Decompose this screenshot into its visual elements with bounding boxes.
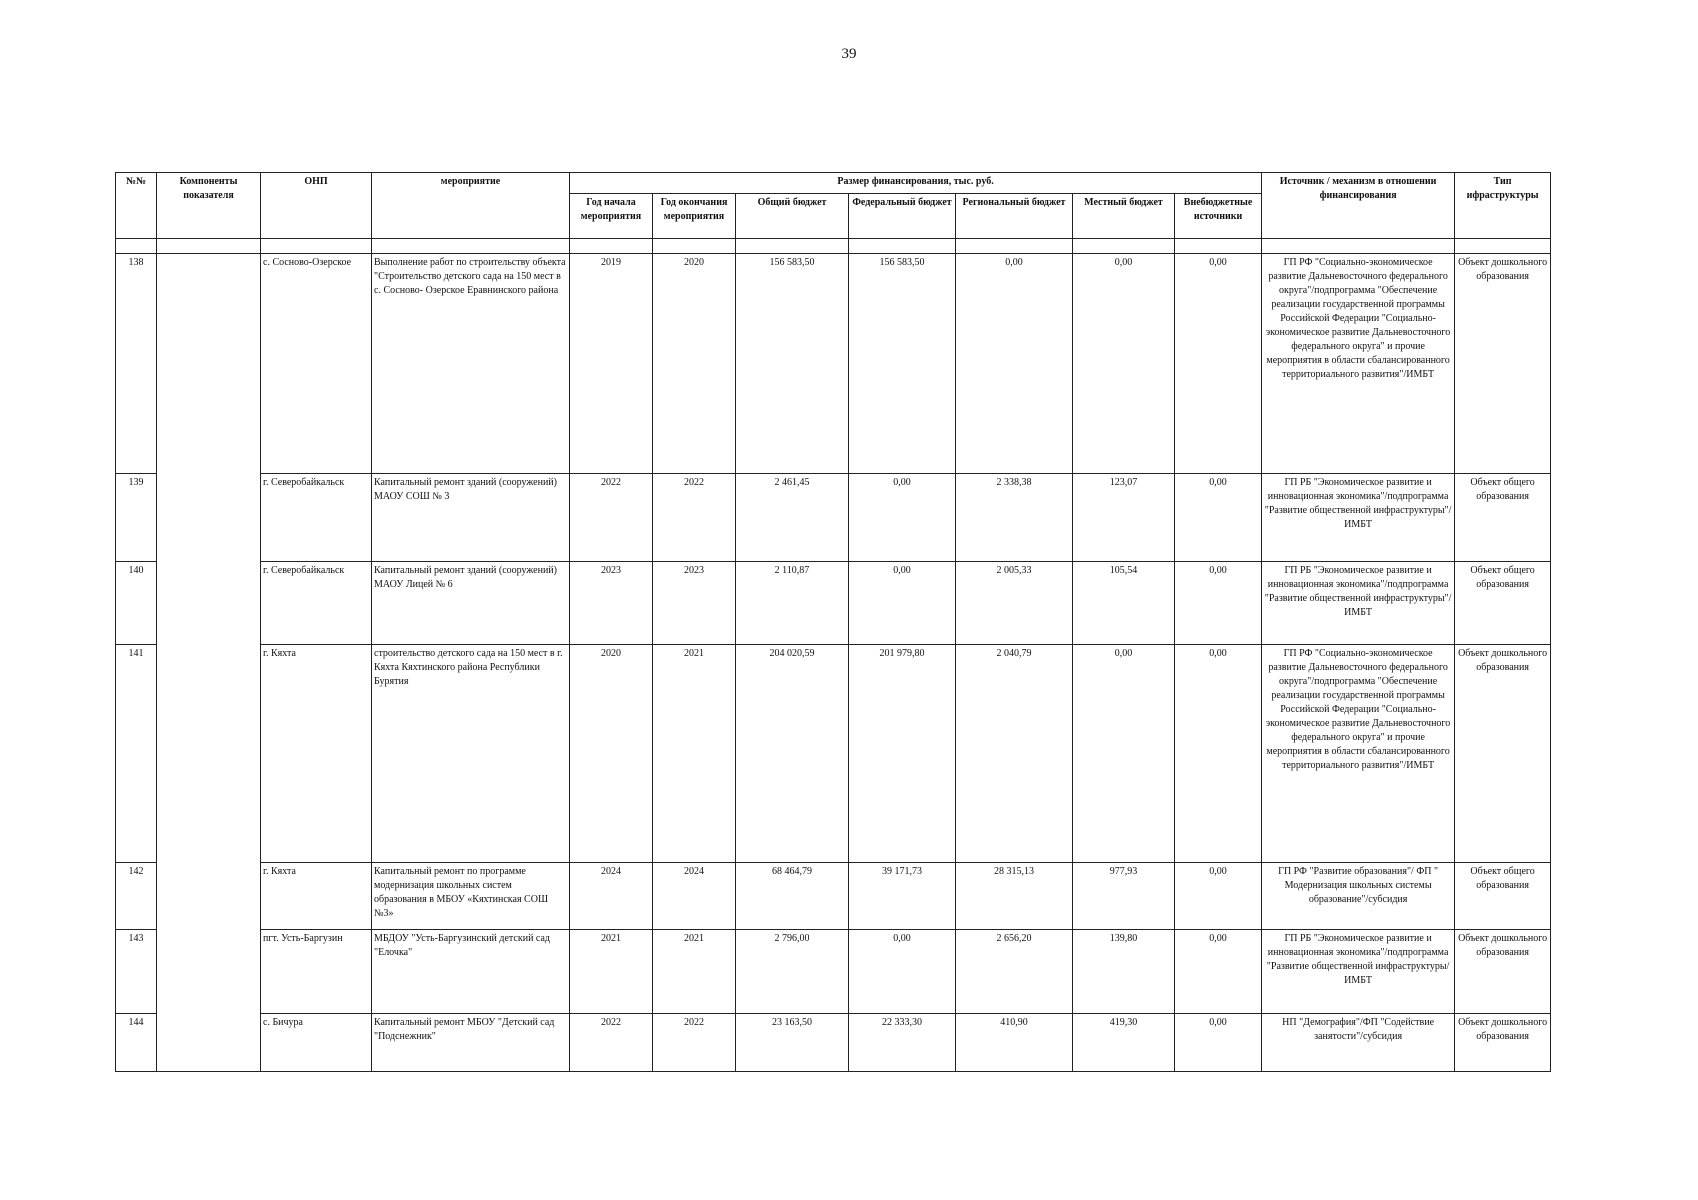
header-onp: ОНП — [261, 173, 372, 239]
cell-onp: г. Северобайкальск — [261, 562, 372, 645]
cell-event: МБДОУ "Усть-Баргузинский детский сад "Елочка" — [372, 930, 570, 1014]
cell-extra: 0,00 — [1175, 562, 1262, 645]
cell-year-end: 2022 — [653, 1014, 736, 1072]
cell-source: НП "Демография"/ФП "Содействие занятости"/субсидия — [1262, 1014, 1455, 1072]
cell-year-end: 2020 — [653, 254, 736, 474]
header-regional: Региональный бюджет — [956, 194, 1073, 239]
cell-year-start: 2019 — [570, 254, 653, 474]
cell-regional: 2 656,20 — [956, 930, 1073, 1014]
cell-extra: 0,00 — [1175, 645, 1262, 863]
cell-source: ГП РБ "Экономическое развитие и инновационная экономика"/подпрограмма "Развитие общественной инфраструктуры"/ИМБТ — [1262, 562, 1455, 645]
cell-source: ГП РБ "Экономическое развитие и инновационная экономика"/подпрограмма "Развитие общественной инфраструктуры"/ИМБТ — [1262, 474, 1455, 562]
cell-extra: 0,00 — [1175, 474, 1262, 562]
cell-year-end: 2021 — [653, 645, 736, 863]
cell-year-end: 2021 — [653, 930, 736, 1014]
cell-infra: Объект дошкольного образования — [1455, 645, 1551, 863]
header-total: Общий бюджет — [736, 194, 849, 239]
cell-infra: Объект дошкольного образования — [1455, 254, 1551, 474]
table-row — [116, 562, 1551, 645]
cell-num: 140 — [116, 562, 157, 645]
cell-infra: Объект общего образования — [1455, 562, 1551, 645]
cell-local: 139,80 — [1073, 930, 1175, 1014]
cell-num: 138 — [116, 254, 157, 474]
header-federal: Федеральный бюджет — [849, 194, 956, 239]
header-year-end: Год окончания мероприятия — [653, 194, 736, 239]
cell-regional: 28 315,13 — [956, 863, 1073, 930]
cell-event: Капитальный ремонт МБОУ "Детский сад "Подснежник" — [372, 1014, 570, 1072]
cell-total: 23 163,50 — [736, 1014, 849, 1072]
header-year-start: Год начала мероприятия — [570, 194, 653, 239]
cell-num: 141 — [116, 645, 157, 863]
cell-num: 143 — [116, 930, 157, 1014]
cell-federal: 22 333,30 — [849, 1014, 956, 1072]
table-row — [116, 930, 1551, 1014]
cell-year-start: 2022 — [570, 1014, 653, 1072]
financing-table — [115, 172, 1551, 1072]
header-financing-group: Размер финансирования, тыс. руб. — [570, 173, 1262, 194]
cell-local: 0,00 — [1073, 645, 1175, 863]
cell-onp: пгт. Усть-Баргузин — [261, 930, 372, 1014]
cell-components — [157, 254, 261, 1072]
cell-federal: 156 583,50 — [849, 254, 956, 474]
cell-num: 139 — [116, 474, 157, 562]
cell-extra: 0,00 — [1175, 930, 1262, 1014]
cell-year-end: 2023 — [653, 562, 736, 645]
page-number: 39 — [841, 46, 857, 62]
cell-num: 144 — [116, 1014, 157, 1072]
cell-onp: г. Северобайкальск — [261, 474, 372, 562]
cell-extra: 0,00 — [1175, 863, 1262, 930]
table-row — [116, 254, 1551, 474]
cell-total: 2 110,87 — [736, 562, 849, 645]
cell-infra: Объект дошкольного образования — [1455, 1014, 1551, 1072]
cell-source: ГП РФ "Социально-экономическое развитие Дальневосточного федерального округа"/подпрограмма "Обеспечение реализации государственной программы Российской Федерации "Социально-экономическое развитие Дальневосточного федерального округа" и прочие мероприятия в области сбалансированного территориального развития"/ИМБТ — [1262, 254, 1455, 474]
cell-regional: 2 005,33 — [956, 562, 1073, 645]
cell-event: Капитальный ремонт зданий (сооружений) МАОУ Лицей № 6 — [372, 562, 570, 645]
table-row — [116, 645, 1551, 863]
header-event: мероприятие — [372, 173, 570, 239]
cell-onp: с. Сосново-Озерское — [261, 254, 372, 474]
cell-year-end: 2024 — [653, 863, 736, 930]
cell-event: Выполнение работ по строительству объекта "Строительство детского сада на 150 мест в с. Сосново- Озерское Еравнинского района — [372, 254, 570, 474]
cell-event: Капитальный ремонт зданий (сооружений) МАОУ СОШ № 3 — [372, 474, 570, 562]
cell-total: 68 464,79 — [736, 863, 849, 930]
cell-regional: 410,90 — [956, 1014, 1073, 1072]
cell-regional: 0,00 — [956, 254, 1073, 474]
table-row — [116, 863, 1551, 930]
cell-source: ГП РФ "Социально-экономическое развитие Дальневосточного федерального округа"/подпрограмма "Обеспечение реализации государственной программы Российской Федерации "Социально-экономическое развитие Дальневосточного федерального округа" и прочие мероприятия в области сбалансированного территориального развития"/ИМБТ — [1262, 645, 1455, 863]
header-extra: Внебюджетные источники — [1175, 194, 1262, 239]
cell-total: 204 020,59 — [736, 645, 849, 863]
header-num: №№ — [116, 173, 157, 239]
cell-event: Капитальный ремонт по программе модернизация школьных систем образования в МБОУ «Кяхтинская СОШ №3» — [372, 863, 570, 930]
cell-onp: г. Кяхта — [261, 645, 372, 863]
cell-local: 123,07 — [1073, 474, 1175, 562]
cell-infra: Объект общего образования — [1455, 474, 1551, 562]
cell-local: 105,54 — [1073, 562, 1175, 645]
cell-year-end: 2022 — [653, 474, 736, 562]
cell-extra: 0,00 — [1175, 1014, 1262, 1072]
cell-total: 156 583,50 — [736, 254, 849, 474]
cell-source: ГП РБ "Экономическое развитие и инновационная экономика"/подпрограмма "Развитие общественной инфраструктуры/ИМБТ — [1262, 930, 1455, 1014]
header-local: Местный бюджет — [1073, 194, 1175, 239]
header-source: Источник / механизм в отношении финансирования — [1262, 173, 1455, 239]
table-row — [116, 474, 1551, 562]
cell-event: строительство детского сада на 150 мест в г. Кяхта Кяхтинского района Республики Бурятия — [372, 645, 570, 863]
cell-local: 419,30 — [1073, 1014, 1175, 1072]
cell-federal: 0,00 — [849, 474, 956, 562]
cell-regional: 2 040,79 — [956, 645, 1073, 863]
header-components: Компоненты показателя — [157, 173, 261, 239]
cell-onp: с. Бичура — [261, 1014, 372, 1072]
cell-infra: Объект общего образования — [1455, 863, 1551, 930]
cell-extra: 0,00 — [1175, 254, 1262, 474]
cell-year-start: 2023 — [570, 562, 653, 645]
cell-num: 142 — [116, 863, 157, 930]
cell-federal: 201 979,80 — [849, 645, 956, 863]
cell-year-start: 2022 — [570, 474, 653, 562]
table-row — [116, 1014, 1551, 1072]
cell-local: 0,00 — [1073, 254, 1175, 474]
header-infra: Тип ифраструктуры — [1455, 173, 1551, 239]
cell-year-start: 2021 — [570, 930, 653, 1014]
cell-infra: Объект дошкольного образования — [1455, 930, 1551, 1014]
cell-local: 977,93 — [1073, 863, 1175, 930]
cell-total: 2 461,45 — [736, 474, 849, 562]
cell-onp: г. Кяхта — [261, 863, 372, 930]
cell-source: ГП РФ "Развитие образования"/ ФП " Модернизация школьных системы образование"/субсидия — [1262, 863, 1455, 930]
cell-total: 2 796,00 — [736, 930, 849, 1014]
cell-year-start: 2024 — [570, 863, 653, 930]
cell-federal: 0,00 — [849, 930, 956, 1014]
cell-year-start: 2020 — [570, 645, 653, 863]
cell-regional: 2 338,38 — [956, 474, 1073, 562]
cell-federal: 0,00 — [849, 562, 956, 645]
cell-federal: 39 171,73 — [849, 863, 956, 930]
